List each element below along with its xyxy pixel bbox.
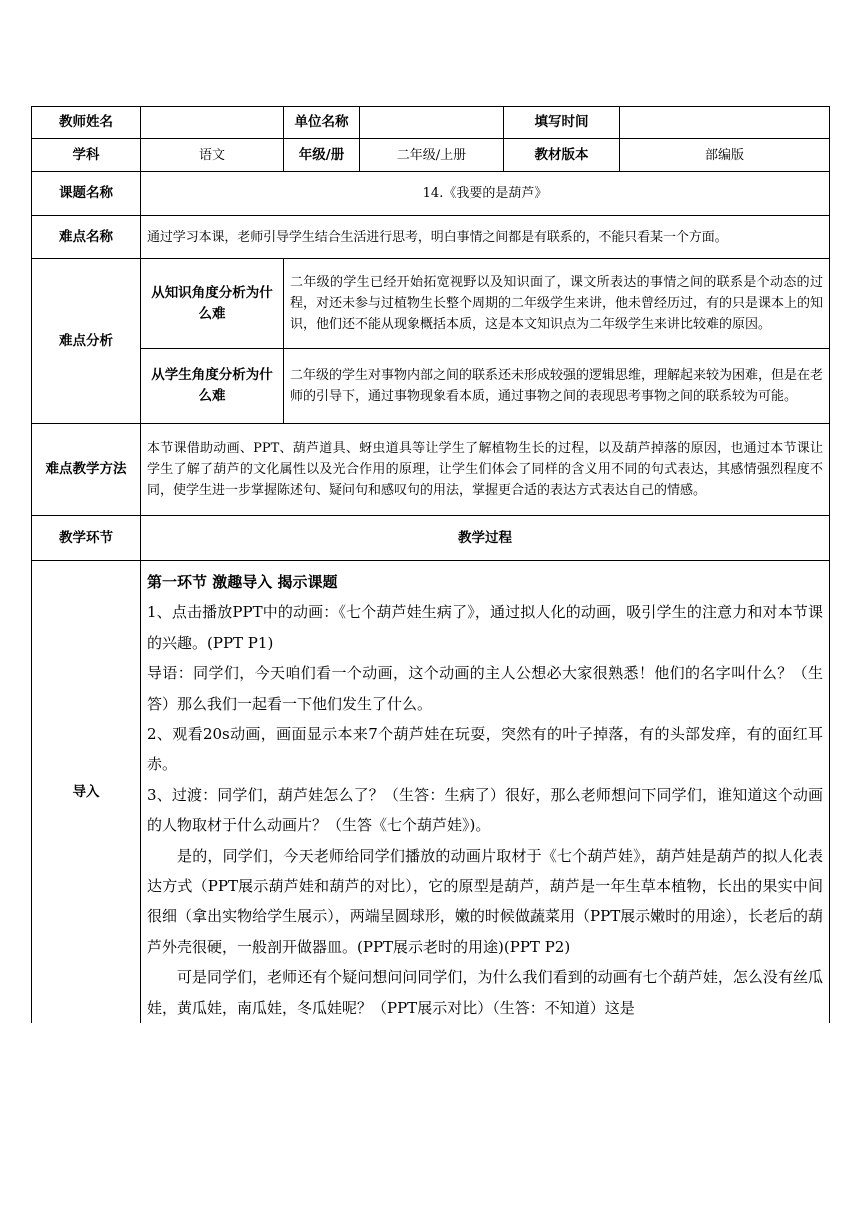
info-row [32,139,830,172]
lesson-plan-table [31,106,830,1023]
difficulty-analysis-label: 难点分析 [32,259,141,424]
knowledge-angle-text: 二年级的学生已经开始拓宽视野以及知识面了，课文所表达的事情之间的联系是个动态的过程，对还未参与过植物生长整个周期的二年级学生来讲，他未曾经历过，有的只是课本上的知识，他们还不能从现象概括本质，这是本文知识点为二年级学生来讲比较难的原因。 [284,259,830,349]
analysis-row-student [32,349,830,424]
teaching-section-header: 教学环节 [32,516,141,561]
lesson-title-value: 14.《我要的是葫芦》 [141,172,830,216]
intro-explanation: 是的，同学们，今天老师给同学们播放的动画片取材于《七个葫芦娃》，葫芦娃是葫芦的拟人化表达方式（PPT展示葫芦娃和葫芦的对比），它的原型是葫芦，葫芦是一年生草本植物，长出的果实中间很细（拿出实物给学生展示），两端呈圆球形，嫩的时候做蔬菜用（PPT展示嫩时的用途），长老后的葫芦外壳很硬，一般剖开做器皿。(PPT展示老时的用途)(PPT P2) [147,846,823,956]
difficulty-row [32,216,830,259]
subject-value: 语文 [141,139,284,172]
grade-label: 年级/册 [284,139,360,172]
subject-label: 学科 [32,139,141,172]
intro-row [32,561,830,1024]
unit-name-label: 单位名称 [284,107,360,139]
teaching-method-label: 难点教学方法 [32,424,141,516]
grade-value: 二年级/上册 [360,139,504,172]
teaching-method-text: 本节课借助动画、PPT、葫芦道具、蚜虫道具等让学生了解植物生长的过程，以及葫芦掉落的原因，也通过本节课让学生了解了葫芦的文化属性以及光合作用的原理，让学生们体会了同样的含义用不同的句式表达，其感情强烈程度不同，使学生进一步掌握陈述句、疑问句和感叹句的用法，掌握更合适的表达方式表达自己的情感。 [141,424,830,516]
unit-name-value [360,107,504,139]
intro-guide-speech: 导语：同学们，今天咱们看一个动画，这个动画的主人公想必大家很熟悉！他们的名字叫什么？（生答）那么我们一起看一下他们发生了什么。 [147,664,823,713]
lesson-title-label: 课题名称 [32,172,141,216]
header-row [32,107,830,139]
student-angle-text: 二年级的学生对事物内部之间的联系还未形成较强的逻辑思维，理解起来较为困难，但是在老师的引导下，通过事物现象看本质，通过事物之间的表现思考事物之间的联系较为可能。 [284,349,830,424]
method-row [32,424,830,516]
intro-process-content [141,561,830,1024]
teaching-process-header: 教学过程 [141,516,830,561]
lesson-row [32,172,830,216]
process-header-row [32,516,830,561]
intro-question: 可是同学们，老师还有个疑问想问问同学们，为什么我们看到的动画有七个葫芦娃，怎么没有丝瓜娃，黄瓜娃，南瓜娃，冬瓜娃呢？（PPT展示对比）（生答：不知道）这是 [147,968,823,1017]
difficulty-name-label: 难点名称 [32,216,141,259]
edition-value: 部编版 [620,139,830,172]
difficulty-name-value: 通过学习本课，老师引导学生结合生活进行思考，明白事情之间都是有联系的，不能只看某一个方面。 [141,216,830,259]
student-angle-label: 从学生角度分析为什么难 [141,349,284,424]
teacher-name-value [141,107,284,139]
knowledge-angle-label: 从知识角度分析为什么难 [141,259,284,349]
intro-step-1: 1、点击播放PPT中的动画：《七个葫芦娃生病了》，通过拟人化的动画，吸引学生的注意力和对本节课的兴趣。(PPT P1) [147,603,823,652]
analysis-row-knowledge [32,259,830,349]
teacher-name-label: 教师姓名 [32,107,141,139]
intro-step-2: 2、观看20s动画，画面显示本来7个葫芦娃在玩耍，突然有的叶子掉落，有的头部发痒，有的面红耳赤。 [147,725,823,774]
edition-label: 教材版本 [504,139,620,172]
fill-date-label: 填写时间 [504,107,620,139]
intro-step-3: 3、过渡：同学们，葫芦娃怎么了？（生答：生病了）很好，那么老师想问下同学们，谁知道这个动画的人物取材于什么动画片？（生答《七个葫芦娃》)。 [147,785,823,835]
intro-section-label: 导入 [32,561,141,1024]
intro-heading: 第一环节 激趣导入 揭示课题 [147,573,338,591]
fill-date-value [620,107,830,139]
